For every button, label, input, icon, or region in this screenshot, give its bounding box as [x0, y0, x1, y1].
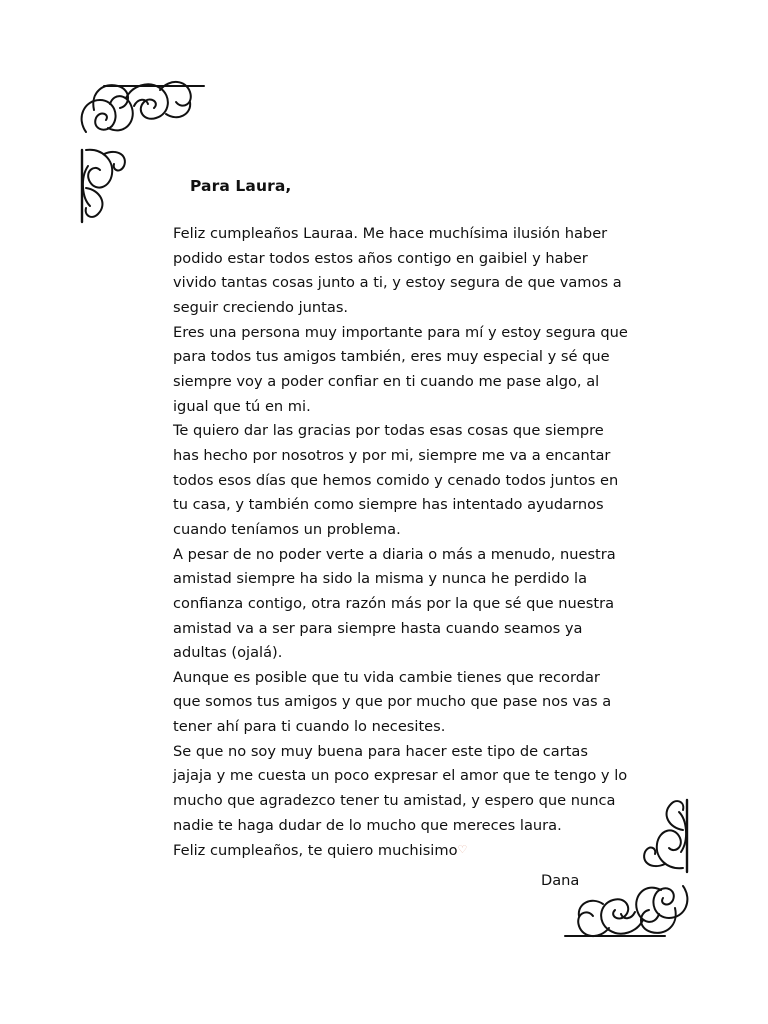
letter-line: Se que no soy muy buena para hacer este tipo de cartas [173, 742, 588, 760]
letter-line: para todos tus amigos también, eres muy especial y sé que [173, 348, 610, 366]
letter-line: adultas (ojalá). [173, 644, 283, 662]
letter-line: Aunque es posible que tu vida cambie tienes que recordar [173, 668, 600, 686]
letter-line: has hecho por nosotros y por mi, siempre me va a encantar [173, 446, 611, 464]
letter-line: todos esos días que hemos comido y cenado todos juntos en [173, 471, 619, 489]
signature: Dana [541, 872, 580, 889]
letter-line: confianza contigo, otra razón más por la que sé que nuestra [173, 594, 615, 612]
letter-line: tu casa, y también como siempre has intentado ayudarnos [173, 496, 604, 514]
letter-line: A pesar de no poder verte a diaria o más a menudo, nuestra [173, 545, 616, 563]
letter-line: siempre voy a poder confiar en ti cuando me pase algo, al [173, 372, 600, 390]
closing-text: Feliz cumpleaños, te quiero muchisimo [173, 842, 458, 860]
letter-line: cuando teníamos un problema. [173, 520, 401, 538]
letter-line: vivido tantas cosas junto a ti, y estoy segura de que vamos a [173, 274, 622, 292]
letter-line: igual que tú en mi. [173, 397, 311, 415]
letter-body [173, 222, 643, 864]
closing-line [173, 838, 643, 864]
letter-line: Eres una persona muy importante para mí y estoy segura que [173, 323, 628, 341]
letter-line: que somos tus amigos y que por mucho que pase nos vas a [173, 693, 612, 711]
letter-line: jajaja y me cuesta un poco expresar el amor que te tengo y lo [173, 767, 628, 785]
letter-line: amistad va a ser para siempre hasta cuando seamos ya [173, 619, 583, 637]
letter-line: seguir creciendo juntas. [173, 298, 349, 316]
top-left-flourish-icon [74, 70, 209, 225]
letter-line: nadie te haga dudar de lo mucho que mereces laura. [173, 816, 562, 834]
letter-line: tener ahí para ti cuando lo necesites. [173, 718, 446, 736]
letter-line: Te quiero dar las gracias por todas esas cosas que siempre [173, 422, 604, 440]
letter-line: podido estar todos estos años contigo en gaibiel y haber [173, 249, 588, 267]
heart-icon: ♡ [457, 843, 468, 857]
letter-greeting: Para Laura, [190, 177, 292, 195]
letter-line: Feliz cumpleaños Lauraa. Me hace muchísima ilusión haber [173, 225, 608, 242]
letter-line: mucho que agradezco tener tu amistad, y espero que nunca [173, 792, 616, 810]
letter-line: amistad siempre ha sido la misma y nunca he perdido la [173, 570, 588, 588]
